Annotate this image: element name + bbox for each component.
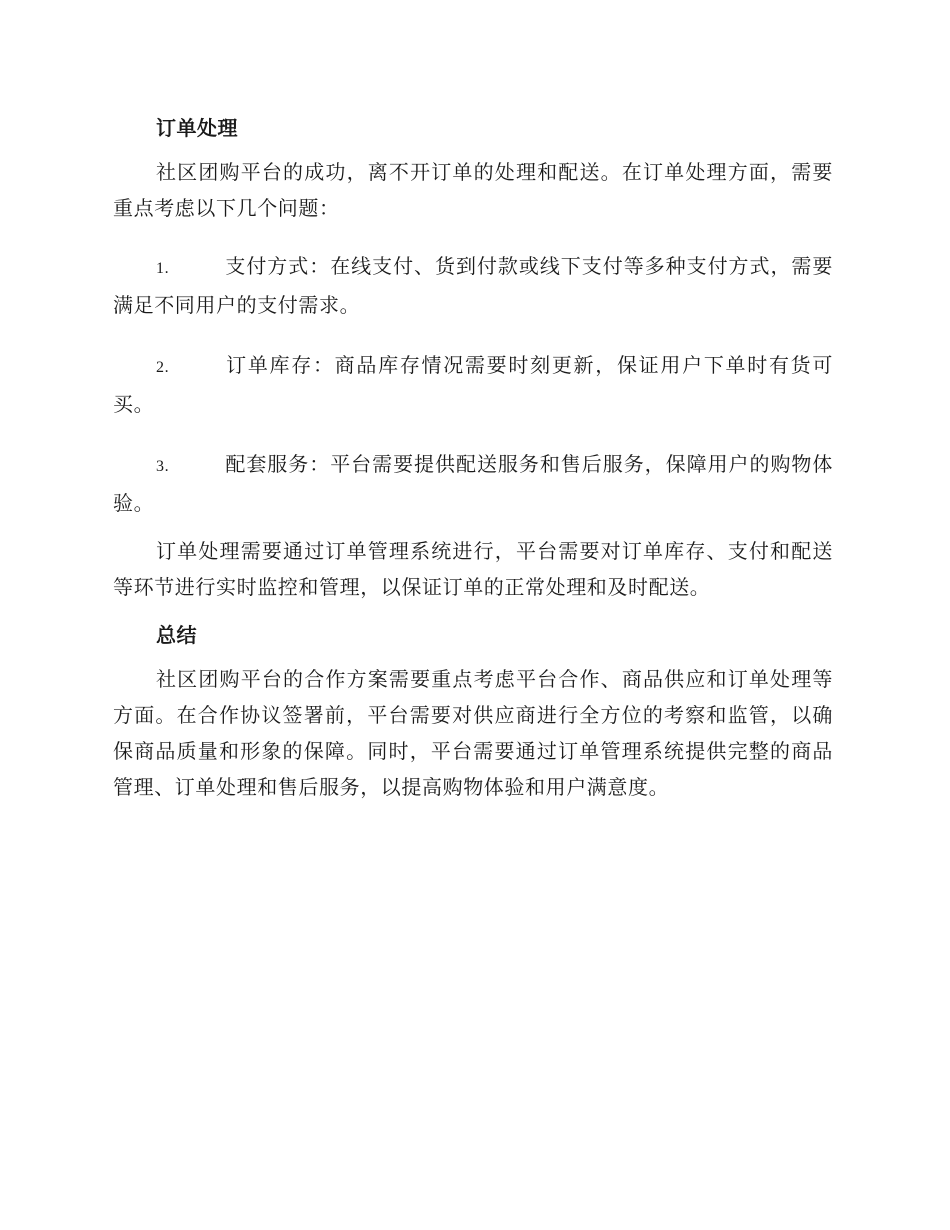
paragraph-closing: 订单处理需要通过订单管理系统进行，平台需要对订单库存、支付和配送等环节进行实时监控和管理，以保证订单的正常处理和及时配送。 <box>113 539 833 599</box>
list-item-payment <box>113 248 833 323</box>
list-item-text: 支付方式：在线支付、货到付款或线下支付等多种支付方式，需要满足不同用户的支付需求。 <box>113 254 833 317</box>
list-number: 2. <box>156 359 170 376</box>
list-item-text: 订单库存：商品库存情况需要时刻更新，保证用户下单时有货可买。 <box>113 353 833 416</box>
section-heading-summary: 总结 <box>156 623 197 647</box>
list-item-services <box>113 446 833 521</box>
list-item-text: 配套服务：平台需要提供配送服务和售后服务，保障用户的购物体验。 <box>113 452 833 515</box>
section-heading-order-processing: 订单处理 <box>156 116 238 140</box>
list-number: 3. <box>156 458 170 475</box>
paragraph-summary: 社区团购平台的合作方案需要重点考虑平台合作、商品供应和订单处理等方面。在合作协议签署前，平台需要对供应商进行全方位的考察和监管，以确保商品质量和形象的保障。同时，平台需要通过订单管理系统提供完整的商品管理、订单处理和售后服务，以提高购物体验和用户满意度。 <box>113 667 833 799</box>
document-page <box>113 110 833 817</box>
list-item-inventory <box>113 347 833 422</box>
list-number: 1. <box>156 260 170 277</box>
paragraph-intro: 社区团购平台的成功，离不开订单的处理和配送。在订单处理方面，需要重点考虑以下几个问题： <box>113 160 833 220</box>
